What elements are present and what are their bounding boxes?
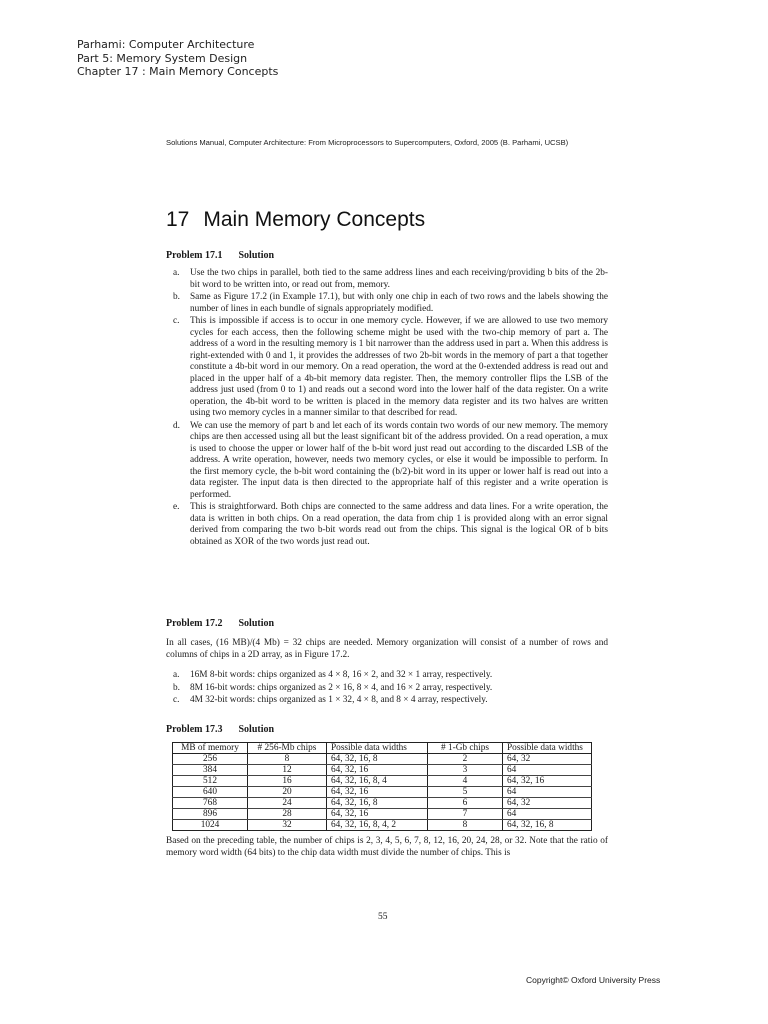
table-row (173, 754, 592, 765)
table-row (173, 776, 592, 787)
table-cell: 8 (428, 820, 503, 831)
table-cell: 28 (248, 809, 327, 820)
table-row (173, 809, 592, 820)
table-cell: 20 (248, 787, 327, 798)
item-text: 8M 16-bit words: chips organized as 2 × 16, 8 × 4, and 16 × 2 array, respectively. (190, 682, 493, 693)
table-cell: 5 (428, 787, 503, 798)
table-cell: 64, 32, 16 (327, 809, 428, 820)
table-cell: 256 (173, 754, 248, 765)
solution-label: Solution (238, 618, 275, 629)
item-text: Use the two chips in parallel, both tied to the same address lines and each receiving/providing b bits of the 2b-bit word to be written into, or read out from, memory. (190, 268, 608, 290)
table-cell: 64, 32, 16 (327, 765, 428, 776)
table-cell: 8 (248, 754, 327, 765)
item-text: This is straightforward. Both chips are connected to the same address and data lines. For a write operation, the data is written in both chips. On a read operation, the data from chip 1 is provided along with an error signal derived from comparing the two b-bit words read out from the chips. This signal is the logical OR of b bits obtained as XOR of the two words just read out. (190, 502, 608, 547)
table-cell: 64 (503, 765, 592, 776)
problem-17-3-heading (166, 724, 274, 735)
list-item (166, 502, 608, 548)
table-cell: 12 (248, 765, 327, 776)
list-item (166, 683, 608, 695)
table-cell: 64 (503, 809, 592, 820)
column-header: MB of memory (173, 743, 248, 754)
item-label: c. (173, 695, 180, 705)
table-cell: 4 (428, 776, 503, 787)
item-label: d. (173, 420, 180, 431)
problem-17-2-heading (166, 618, 274, 629)
table-cell: 64, 32 (503, 754, 592, 765)
table-cell: 64, 32, 16 (327, 787, 428, 798)
table-cell: 64, 32, 16 (503, 776, 592, 787)
list-item (166, 421, 608, 502)
table-cell: 768 (173, 798, 248, 809)
chapter-title (166, 208, 425, 232)
table-cell: 64, 32, 16, 8 (327, 798, 428, 809)
item-text: Same as Figure 17.2 (in Example 17.1), but with only one chip in each of two rows and the labels showing the number of lines in each bundle of signals appropriately modified. (190, 292, 608, 314)
item-text: 16M 8-bit words: chips organized as 4 × 8, 16 × 2, and 32 × 1 array, respectively. (190, 670, 493, 680)
manual-citation: Solutions Manual, Computer Architecture: From Microprocessors to Supercomputers, Oxford, 2005 (B. Parhami, UCSB) (166, 138, 569, 147)
problem-label: Problem 17.2 (166, 618, 223, 629)
table-cell: 64, 32 (503, 798, 592, 809)
table-cell: 2 (428, 754, 503, 765)
chapter-number: 17 (166, 208, 190, 231)
list-item (166, 695, 608, 707)
problem-17-1-heading (166, 250, 274, 261)
item-label: a. (173, 268, 180, 278)
solution-label: Solution (238, 250, 275, 261)
table-cell: 64, 32, 16, 8 (327, 754, 428, 765)
table-row (173, 787, 592, 798)
column-header: # 256-Mb chips (248, 743, 327, 754)
table-cell: 512 (173, 776, 248, 787)
table-cell: 896 (173, 809, 248, 820)
table-cell: 64 (503, 787, 592, 798)
problem-label: Problem 17.1 (166, 250, 223, 261)
table-cell: 64, 32, 16, 8, 4, 2 (327, 820, 428, 831)
table-cell: 1024 (173, 820, 248, 831)
table-cell: 64, 32, 16, 8 (503, 820, 592, 831)
problem-17-1-items (166, 268, 608, 548)
problem-label: Problem 17.3 (166, 724, 223, 735)
problem-17-2-items (166, 670, 608, 707)
item-label: c. (173, 316, 180, 326)
column-header: Possible data widths (503, 743, 592, 754)
table-cell: 6 (428, 798, 503, 809)
table-cell: 7 (428, 809, 503, 820)
table-row (173, 820, 592, 831)
header-book-title: Parhami: Computer Architecture (77, 38, 255, 51)
header-part: Part 5: Memory System Design (77, 51, 248, 65)
page-number: 55 (378, 912, 388, 922)
item-label: e. (173, 502, 180, 512)
item-label: a. (173, 670, 180, 680)
table-cell: 64, 32, 16, 8, 4 (327, 776, 428, 787)
item-label: b. (173, 682, 180, 693)
document-header (77, 38, 278, 79)
table-cell: 640 (173, 787, 248, 798)
column-header: Possible data widths (327, 743, 428, 754)
table-cell: 3 (428, 765, 503, 776)
table-header-row (173, 743, 592, 754)
list-item (166, 316, 608, 420)
item-text: We can use the memory of part b and let each of its words contain two words of our new memory. The memory chips are then accessed using all but the least significant bit of the address provided. On a read operation, a mux is used to choose the upper or lower half of the b-bit word just read out according to the discarded LSB of the address. A write operation, however, needs two memory cycles, or else it would be impossible to perform. In the first memory cycle, the b-bit word containing the (b/2)-bit word in its upper or lower half is read out into a data register. The input data is then directed to the appropriate half of this register and a write operation is performed. (190, 420, 608, 500)
problem-17-3-discussion: Based on the preceding table, the number of chips is 2, 3, 4, 5, 6, 7, 8, 12, 16, 20, 24, 28, or 32. Note that the ratio of memory word width (64 bits) to the chip data width must divide the number of chips. This is (166, 836, 608, 858)
copyright-notice: Copyright© Oxford University Press (526, 975, 661, 985)
item-label: b. (173, 292, 180, 302)
chapter-name: Main Memory Concepts (203, 208, 426, 231)
list-item (166, 268, 608, 291)
table-row (173, 798, 592, 809)
item-text: This is impossible if access is to occur in one memory cycle. However, if we are allowed to use two memory cycles for each access, then the following scheme might be used with the two-chip memory of part a. The address of a word in the resulting memory is 1 bit narrower than the address used in part a. When this address is right-extended with 0 and 1, it provides the addresses of two 2b-bit words in the memory of part a that together constitute a 4b-bit word in our memory. On a read operation, the word at the 0-extended address is read out and placed in the upper half of a 4b-bit memory data register. Then, the memory controller flips the LSB of the address just used (from 0 to 1) and reads out a second word into the lower half of the data register. On a write operation, the 4b-bit word to be written is placed in the memory data register and its two halves are written using two memory cycles in a manner similar to that described for read. (190, 316, 608, 418)
header-chapter: Chapter 17 : Main Memory Concepts (77, 65, 279, 78)
table-cell: 32 (248, 820, 327, 831)
item-text: 4M 32-bit words: chips organized as 1 × 32, 4 × 8, and 8 × 4 array, respectively. (190, 695, 488, 705)
list-item (166, 292, 608, 315)
solution-label: Solution (238, 724, 275, 735)
memory-chips-table (172, 742, 592, 831)
column-header: # 1-Gb chips (428, 743, 503, 754)
table-cell: 16 (248, 776, 327, 787)
problem-17-2-intro: In all cases, (16 MB)/(4 Mb) = 32 chips are needed. Memory organization will consist of a number of rows and columns of chips in a 2D array, as in Figure 17.2. (166, 638, 608, 660)
table-cell: 384 (173, 765, 248, 776)
table-row (173, 765, 592, 776)
list-item (166, 670, 608, 682)
table-cell: 24 (248, 798, 327, 809)
